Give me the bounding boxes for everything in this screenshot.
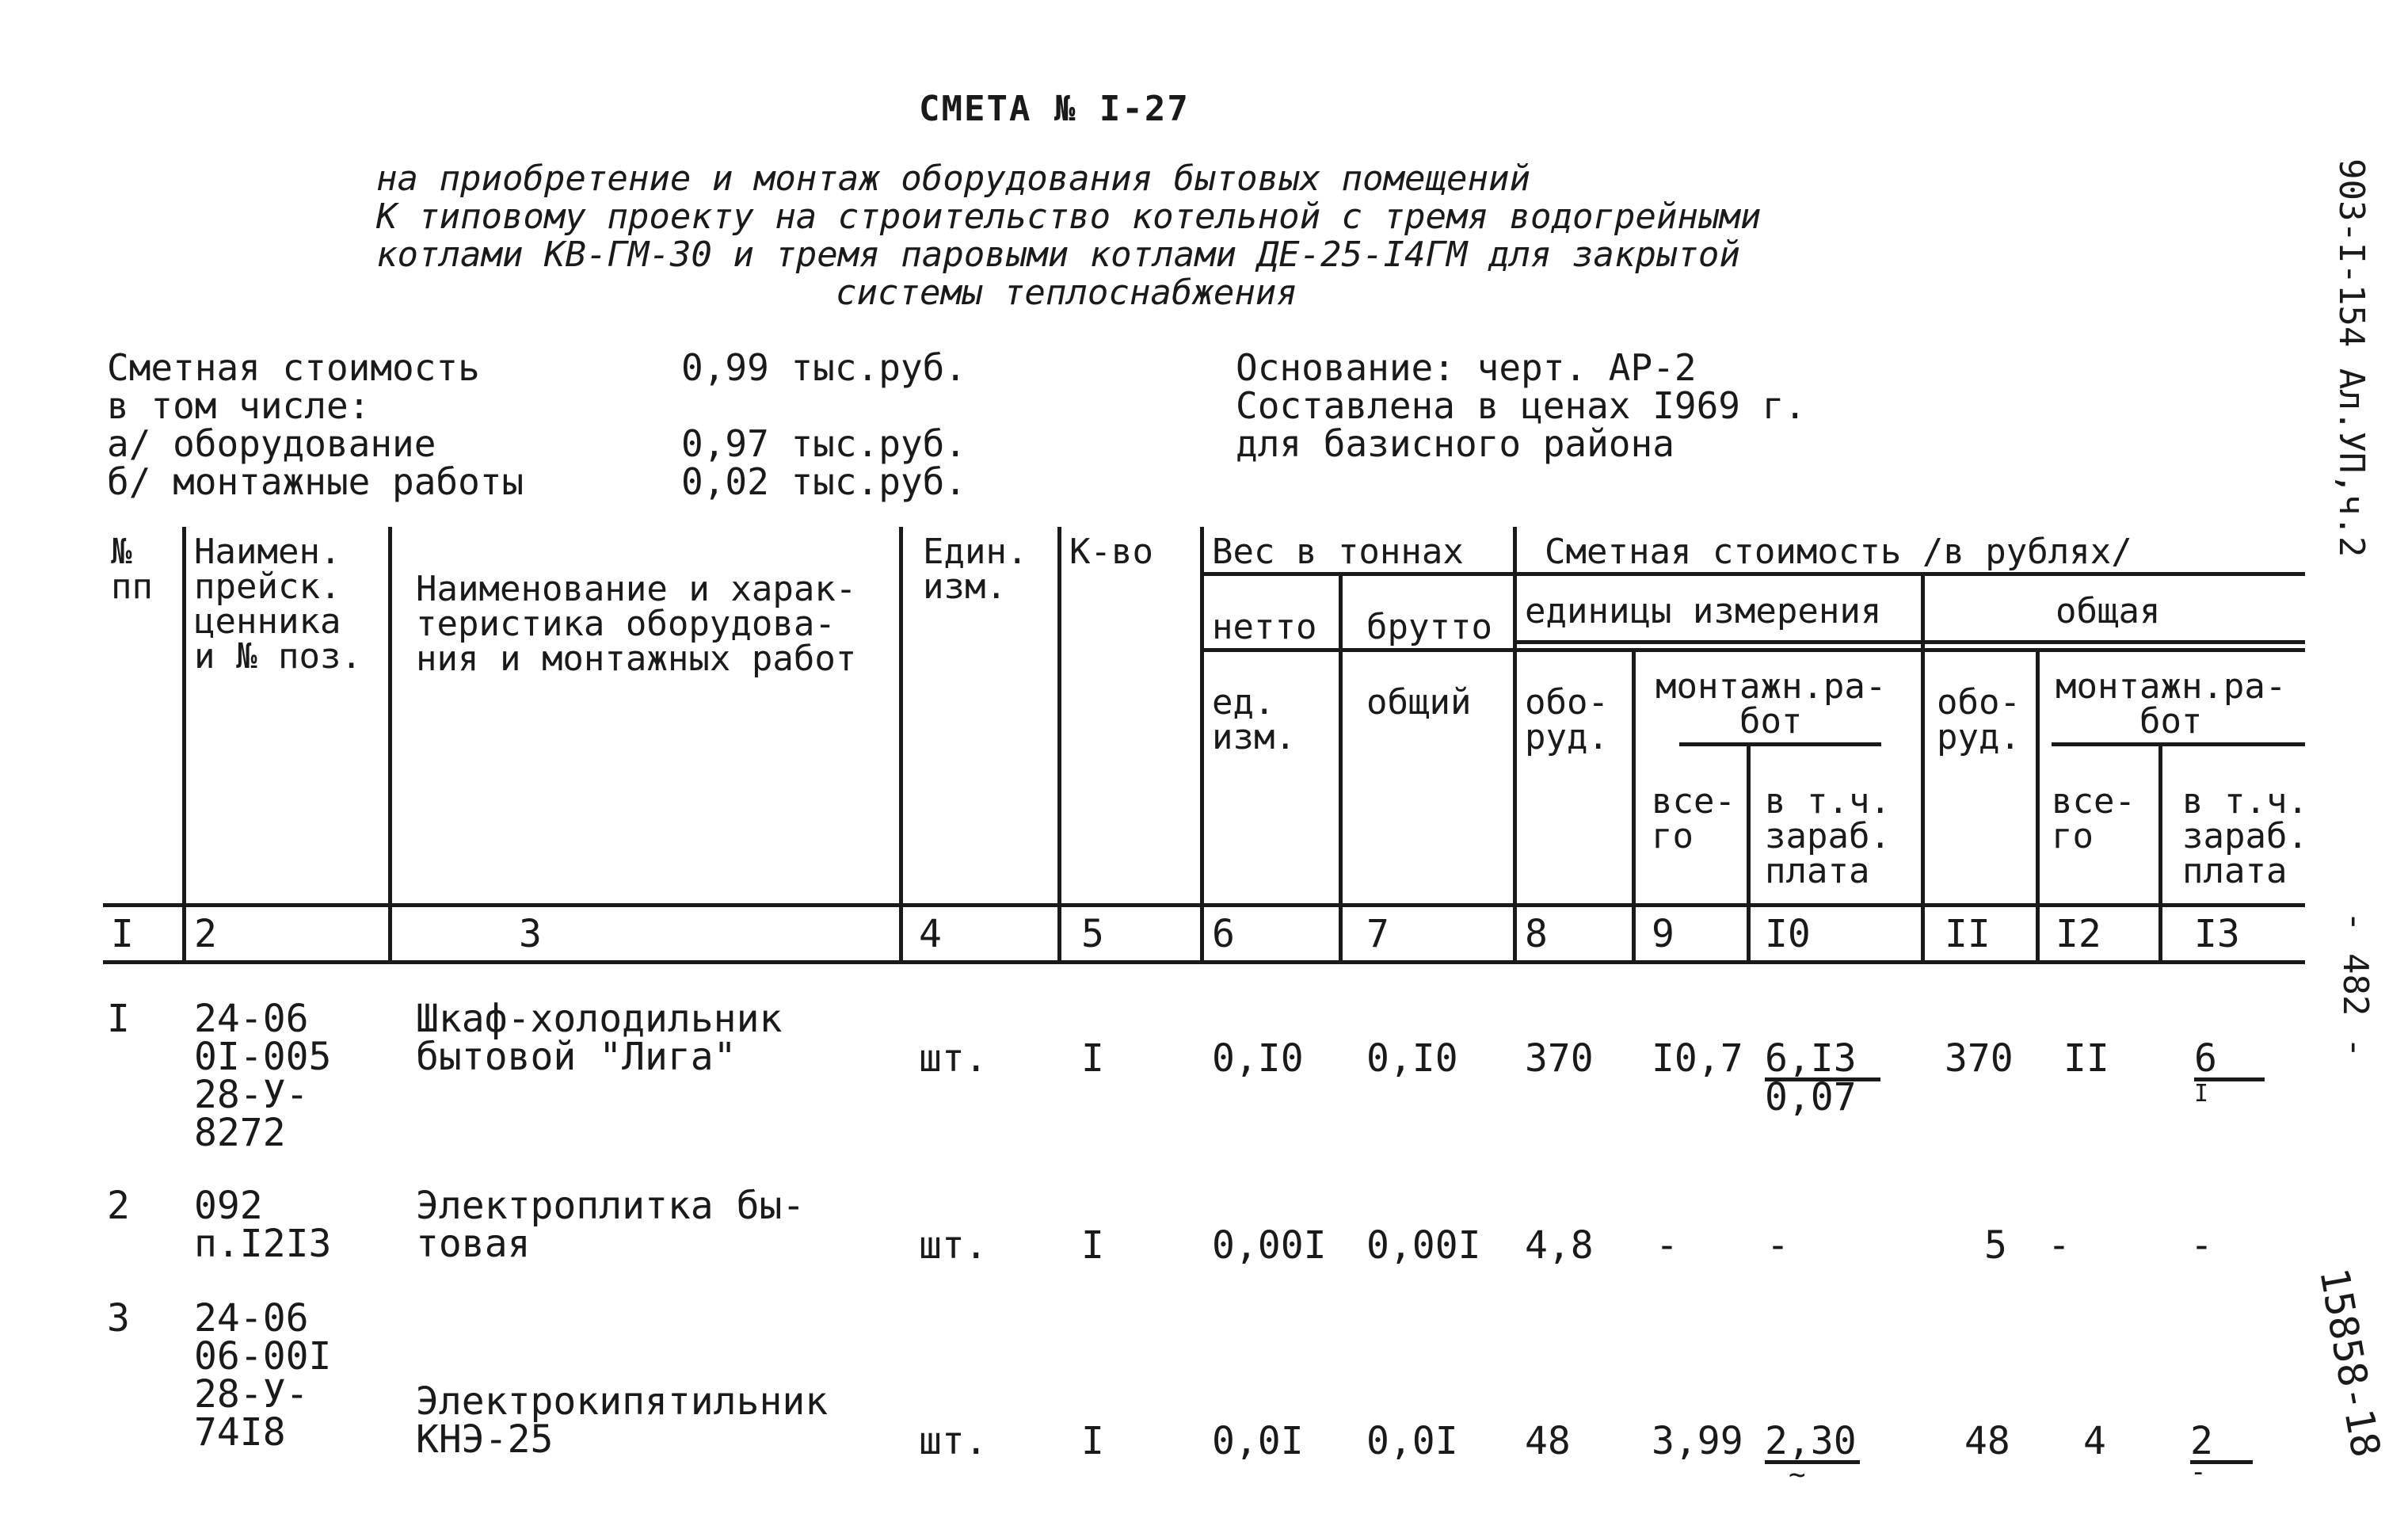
header-unit-mounting: монтажн.ра- бот	[1656, 666, 1887, 742]
row3-weight-unit: 0,0I	[1212, 1419, 1304, 1463]
col-number-12: I2	[2056, 912, 2101, 956]
subtitle-line-2: К типовому проекту на строительство котельной с тремя водогрейными	[376, 196, 1762, 237]
row3-unit-wage-under: ~	[1789, 1459, 1806, 1491]
row1-unit-wage-under: 0,07	[1765, 1075, 1857, 1119]
margin-code: 903-I-154 Ал.УП,ч.2	[2331, 158, 2372, 558]
cost-value: 0,99 тыс.руб.	[681, 346, 967, 389]
col-number-5: 5	[1081, 912, 1104, 956]
subtitle-line-1: на приобретение и монтаж оборудования бытовых помещений	[376, 158, 1530, 199]
row1-code: 24-06 0I-005 28-У- 8272	[194, 997, 332, 1155]
col-number-13: I3	[2194, 912, 2240, 956]
col-number-4: 4	[919, 912, 942, 956]
margin-stamp: 15858-18	[2311, 1264, 2390, 1461]
row2-code: 092 п.I2I3	[194, 1184, 332, 1266]
region-text: для базисного района	[1236, 422, 1675, 465]
subtitle-line-3: котлами КВ-ГМ-30 и тремя паровыми котлами ДЕ-25-I4ГМ для закрытой	[376, 235, 1740, 275]
basis-text: Основание: черт. АР-2	[1236, 346, 1697, 389]
header-unit: Един. изм.	[923, 532, 1028, 607]
row2-total-mount: -	[2048, 1223, 2071, 1268]
row3-unit: шт.	[919, 1419, 988, 1463]
mounting-value: 0,02 тыс.руб.	[681, 460, 967, 503]
col-number-8: 8	[1525, 912, 1548, 956]
header-total: общая	[2056, 591, 2161, 631]
row2-total-equipment: 5	[1984, 1223, 2007, 1268]
document-title: СМЕТА № I-27	[919, 89, 1190, 129]
mounting-label: б/ монтажные работы	[107, 460, 524, 503]
row1-unit-wage-value: 6,I3	[1765, 1039, 1880, 1081]
header-price-code: Наимен. прейск. ценника и № поз.	[194, 532, 362, 677]
header-total-equipment: обо- руд.	[1937, 682, 2021, 757]
header-total-mount-all: все- го	[2052, 781, 2136, 856]
header-cost: Сметная стоимость /в рублях/	[1545, 532, 2132, 572]
header-unit-equipment: обо- руд.	[1525, 682, 1609, 757]
row1-total-wage-value: 6	[2194, 1039, 2265, 1081]
col-number-1: I	[111, 912, 134, 956]
equipment-value: 0,97 тыс.руб.	[681, 422, 967, 465]
row3-unit-mount: 3,99	[1652, 1419, 1743, 1463]
row2-weight-unit: 0,00I	[1212, 1223, 1327, 1268]
header-total-mount-wage: в т.ч. зараб. плата	[2182, 781, 2308, 891]
margin-page-number: - 482 -	[2335, 911, 2376, 1058]
prices-text: Составлена в ценах I969 г.	[1236, 384, 1807, 427]
row1-unit-equipment: 370	[1525, 1036, 1594, 1081]
row3-weight-total: 0,0I	[1366, 1419, 1458, 1463]
header-unit-mount-all: все- го	[1652, 781, 1736, 856]
header-weight: Вес в тоннах	[1212, 532, 1464, 572]
col-number-7: 7	[1366, 912, 1389, 956]
header-total-mounting: монтажн.ра- бот	[2056, 666, 2287, 742]
row1-unit-wage	[1765, 1036, 1880, 1119]
row1-unit-mount: I0,7	[1652, 1036, 1743, 1081]
col-number-3: 3	[519, 912, 542, 956]
equipment-label: а/ оборудование	[107, 422, 436, 465]
row3-total-wage	[2190, 1419, 2253, 1491]
row3-total-wage-under: -	[2190, 1456, 2207, 1488]
row1-total-mount: II	[2063, 1036, 2109, 1081]
header-quantity: К-во	[1069, 532, 1153, 572]
header-brutto: брутто	[1366, 607, 1492, 647]
row2-unit-mount: -	[1656, 1223, 1678, 1268]
row3-total-equipment: 48	[1964, 1419, 2010, 1463]
row1-quantity: I	[1081, 1036, 1104, 1081]
col-number-9: 9	[1652, 912, 1675, 956]
row3-total-wage-value: 2	[2190, 1422, 2253, 1464]
row3-unit-equipment: 48	[1525, 1419, 1571, 1463]
col-number-10: I0	[1765, 912, 1811, 956]
row2-number: 2	[107, 1184, 130, 1228]
col-number-2: 2	[194, 912, 217, 956]
row3-total-mount: 4	[2083, 1419, 2106, 1463]
row2-total-wage: -	[2190, 1223, 2213, 1268]
header-weight-unit: ед. изм.	[1212, 682, 1296, 757]
row2-quantity: I	[1081, 1223, 1104, 1268]
row1-name: Шкаф-холодильник бытовой "Лига"	[416, 997, 783, 1079]
row2-unit: шт.	[919, 1223, 988, 1268]
row1-number: I	[107, 997, 130, 1041]
header-unit-mount-wage: в т.ч. зараб. плата	[1765, 781, 1891, 891]
row3-number: 3	[107, 1296, 130, 1341]
header-weight-total: общий	[1366, 682, 1472, 723]
row2-unit-equipment: 4,8	[1525, 1223, 1594, 1268]
row3-name: Электрокипятильник КНЭ-25	[416, 1379, 829, 1462]
col-number-11: II	[1945, 912, 1991, 956]
header-item-name: Наименование и харак- теристика оборудова- ния и монтажных работ	[416, 569, 857, 679]
row3-unit-wage	[1765, 1419, 1860, 1494]
header-per-unit: единицы измерения	[1525, 591, 1882, 631]
header-row-number: № пп	[111, 532, 153, 607]
including-label: в том числе:	[107, 384, 371, 427]
row1-unit: шт.	[919, 1036, 988, 1081]
row1-total-wage-under: I	[2194, 1080, 2209, 1108]
row2-name: Электроплитка бы- товая	[416, 1184, 806, 1266]
row1-weight-total: 0,I0	[1366, 1036, 1458, 1081]
row1-total-equipment: 370	[1945, 1036, 2014, 1081]
row1-total-wage	[2194, 1036, 2265, 1113]
col-number-6: 6	[1212, 912, 1235, 956]
subtitle-line-4: системы теплоснабжения	[836, 273, 1297, 313]
row3-quantity: I	[1081, 1419, 1104, 1463]
row3-code: 24-06 06-00I 28-У- 74I8	[194, 1296, 332, 1455]
row1-weight-unit: 0,I0	[1212, 1036, 1304, 1081]
cost-label: Сметная стоимость	[107, 346, 480, 389]
header-netto: нетто	[1212, 607, 1317, 647]
row3-unit-wage-value: 2,30	[1765, 1422, 1860, 1464]
row2-weight-total: 0,00I	[1366, 1223, 1481, 1268]
row2-unit-wage: -	[1766, 1223, 1789, 1268]
